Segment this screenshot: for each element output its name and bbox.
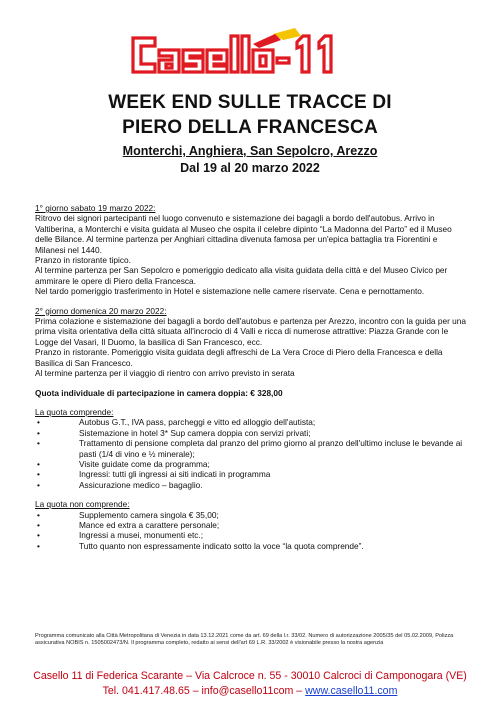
day2-heading: 2° giorno domenica 20 marzo 2022: <box>35 305 167 316</box>
website-link[interactable]: www.casello11.com <box>305 685 398 697</box>
day1-heading: 1° giorno sabato 19 marzo 2022: <box>35 203 156 213</box>
list-item: • Visite guidate come da programma; <box>37 458 210 469</box>
bullet: • <box>37 479 40 490</box>
bullet: • <box>37 469 40 480</box>
excludes-heading: La quota non comprende: <box>35 499 130 510</box>
list-item: • Ingressi: tutti gli ingressi ai siti indicati in programma <box>37 469 271 480</box>
bullet: • <box>37 540 40 551</box>
subtitle-dates: Dal 19 al 20 marzo 2022 <box>180 161 320 175</box>
bullet: • <box>37 458 40 469</box>
day2-paragraph-1: Prima colazione e sistemazione dei bagagli a bordo dell'autobus e partenza per Arezzo, incontro con la guida per una prima visita orientativa della città situata all'incrocio di 4 Valli e ricca di numerose attrattive: Piazza Grande con le Logge del Vasari, Il Duomo, la basilica di San Francesco, ecc. <box>35 316 466 347</box>
bullet: • <box>37 509 40 520</box>
logo-graphic <box>125 26 375 82</box>
title-line-1: WEEK END SULLE TRACCE DI <box>108 92 392 113</box>
day1-paragraph-2: Pranzo in ristorante tipico. <box>35 255 131 266</box>
title-line-2: PIERO DELLA FRANCESCA <box>122 117 378 138</box>
casello-11-logo <box>0 26 500 84</box>
includes-heading: La quota comprende: <box>35 406 114 417</box>
footer-phone-email: Tel. 041.417.48.65 – info@casello11com – <box>102 685 306 697</box>
bullet: • <box>37 438 40 449</box>
list-item: • Ingressi a musei, monumenti etc.; <box>37 530 204 541</box>
footer-address: Casello 11 di Federica Scarante – Via Calcroce n. 55 - 30010 Calcroci di Camponogara (VE) <box>33 670 467 682</box>
day2-paragraph-2: Pranzo in ristorante. Pomeriggio visita guidata degli affreschi de La Vera Croce di Piero della Francesca e della Basilica di San Francesco. <box>35 347 443 368</box>
subtitle-places: Monterchi, Anghiera, San Sepolcro, Arezzo <box>122 144 378 158</box>
list-item: • Mance ed extra a carattere personale; <box>37 519 220 530</box>
list-item: • Autobus G.T., IVA pass, parcheggi e vitto ed alloggio dell'autista; <box>37 417 316 428</box>
bullet: • <box>37 427 40 438</box>
price-quota: Quota individuale di partecipazione in camera doppia: € 328,00 <box>35 387 283 398</box>
excludes-list <box>35 510 467 552</box>
day1-paragraph-3: Al termine partenza per San Sepolcro e pomeriggio dedicato alla visita guidata della città e del Museo Civico per ammirare le opere di Piero della Francesca. <box>35 265 448 286</box>
program-content <box>35 203 467 551</box>
bullet: • <box>37 417 40 428</box>
legal-fine-print: Programma comunicato alla Città Metropolitana di Venezia in data 13.12.2021 come da art. 69 della l.r. 33/02. Numero di autorizzazione 2005/35 del 05.02.2009, Polizza assicurativa NOBIS n. 1505002473/N. Il programma completo, redatto ai sensi dell'art 69 L.R. 33/2002 è visionabile presso la nostra agenzia <box>35 633 454 646</box>
list-item: • Tutto quanto non espressamente indicato sotto la voce “la quota comprende”. <box>37 540 364 551</box>
footer-contacts <box>0 685 500 697</box>
day1-paragraph-4: Nel tardo pomeriggio trasferimento in Hotel e sistemazione nelle camere riservate. Cena e pernottamento. <box>35 286 425 297</box>
day1-paragraph-1: Ritrovo dei signori partecipanti nel luogo convenuto e sistemazione dei bagagli a bordo dell'autobus. Arrivo in Valtiberina, a Monterchi e visita guidata al Museo che ospita il celebre dipinto “La Madonna del Parto” ed il Museo delle Bilance. Al termine partenza per Anghiari cittadina divenuta famosa per un'epica battaglia tra Fiorentini e Milanesi nel 1440. <box>35 213 452 255</box>
list-item: • Sistemazione in hotel 3* Sup camera doppia con servizi privati; <box>37 427 311 438</box>
day2-paragraph-3: Al termine partenza per il viaggio di rientro con arrivo previsto in serata <box>35 368 295 379</box>
list-item: • Assicurazione medico – bagaglio. <box>37 479 203 490</box>
bullet: • <box>37 519 40 530</box>
list-item: • Trattamento di pensione completa dal pranzo del primo giorno al pranzo dell'ultimo incluse le bevande ai pasti (1/4 di vino e ½ minerale); <box>37 438 463 459</box>
includes-list <box>35 417 467 490</box>
list-item: • Supplemento camera singola € 35,00; <box>37 509 219 520</box>
bullet: • <box>37 530 40 541</box>
